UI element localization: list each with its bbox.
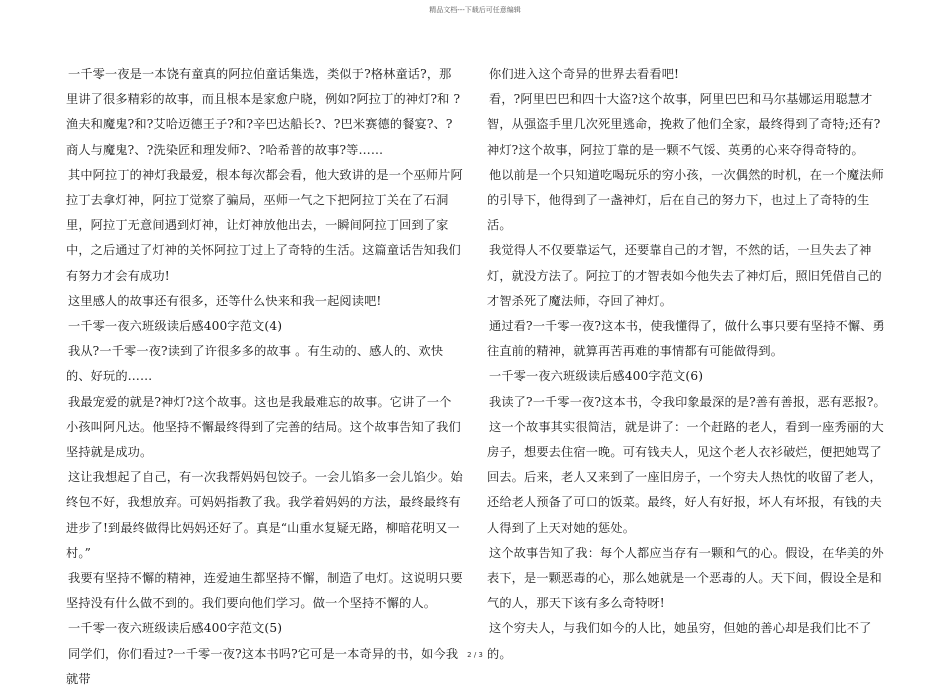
paragraph: 这个穷夫人，与我们如今的人比，她虽穷，但她的善心却是我们比不了的。 [487, 621, 872, 661]
paragraph: 通过看?一千零一夜?这本书，使我懂得了，做什么事只要有坚持不懈、勇往直前的精神，就算再苦再难的事情都有可能做得到。 [487, 319, 885, 359]
paragraph: 这里感人的故事还有很多，还等什么快来和我一起阅读吧! [68, 293, 382, 308]
paragraph: 我觉得人不仅要靠运气，还要靠自己的才智，不然的话，一旦失去了神灯，就没方法了。阿拉丁的才智表如今他失去了神灯后，照旧凭借自己的才智杀死了魔法师，夺回了神灯。 [487, 243, 882, 308]
paragraph: 你们进入这个奇异的世界去看看吧! [489, 67, 680, 81]
paragraph: 这一个故事其实很简洁，就是讲了：一个赶路的老人，看到一座秀丽的大房子，想要去住宿一晚。可有钱夫人，见这个老人衣衫破烂，便把她骂了回去。后来，老人又来到了一座旧房子，一个穷夫人热忱的收留了老人，还给老人预备了可口的饭菜。最终，好人有好报，坏人有坏报，有钱的夫人得到了上天对她的惩处。 [487, 419, 884, 535]
document-header-banner: 精品文档---下载后可任意编辑 [429, 6, 521, 14]
page-number: 2 / 3 [467, 651, 483, 659]
paragraph: 我要有坚持不懈的精神，连爱迪生都坚持不懈，制造了电灯。这说明只要坚持没有什么做不到的。我们要向他们学习。做一个坚持不懈的人。 [66, 571, 463, 611]
paragraph: 我最宠爱的就是?神灯?这个故事。这也是我最难忘的故事。它讲了一个小孩叫阿凡达。他坚持不懈最终得到了完善的结局。这个故事告知了我们坚持就是成功。 [66, 394, 461, 460]
paragraph: 其中阿拉丁的神灯我最爱，根本每次都会看，他大致讲的是一个巫师片阿拉丁去拿灯神，阿拉丁觉察了骗局，巫师一气之下把阿拉丁关在了石洞里，阿拉丁无意间遇到灯神，让灯神放他出去，一瞬间阿拉丁回到了家中，之后通过了灯神的关怀阿拉丁过上了奇特的生活。这篇童话告知我们有努力才会有成功! [66, 167, 463, 283]
section-heading: 一千零一夜六班级读后感400字范文(6) [489, 369, 704, 384]
paragraph: 看，?阿里巴巴和四十大盗?这个故事，阿里巴巴和马尔基娜运用聪慧才智，从强盗手里几次死里逃命，挽救了他们全家，最终得到了奇特;还有?神灯?这个故事，阿拉丁靠的是一颗不气馁、英勇的心来夺得奇特的。 [487, 92, 881, 157]
paragraph: 同学们，你们看过?一千零一夜?这本书吗?它可是一本奇异的书，如今我就带 [66, 646, 459, 686]
left-text-column [66, 62, 463, 692]
paragraph: 他以前是一个只知道吃喝玩乐的穷小孩，一次偶然的时机，在一个魔法师的引导下，他得到了一盏神灯，后在自己的努力下，也过上了奇特的生活。 [487, 167, 884, 233]
paragraph: 一千零一夜是一本饶有童真的阿拉伯童话集选，类似于?格林童话?，那里讲了很多精彩的故事，而且根本是家愈户晓，例如?阿拉丁的神灯?和 ?渔夫和魔鬼?和?艾哈迈德王子?和?辛巴达船长?、?巴米赛德的餐宴?、?商人与魔鬼?、?洗染匠和理发师?、?哈希普的故事?等…… [66, 67, 461, 157]
section-heading: 一千零一夜六班级读后感400字范文(5) [68, 621, 283, 636]
paragraph: 这让我想起了自己，有一次我帮妈妈包饺子。一会儿馅多一会儿馅少。始终包不好，我想放弃。可妈妈指教了我。我学着妈妈的方法，最终最终有进步了!到最终做得比妈妈还好了。真是“山重水复疑无路，柳暗花明又一村。” [66, 470, 463, 560]
paragraph: 我从?一千零一夜?读到了许很多多的故事 。有生动的、感人的、欢快的、好玩的…… [66, 344, 444, 384]
paragraph: 这个故事告知了我：每个人都应当存有一颗和气的心。假设，在华美的外表下，是一颗恶毒的心，那么她就是一个恶毒的人。天下间，假设全是和气的人，那天下该有多么奇特呀! [487, 545, 884, 611]
section-heading: 一千零一夜六班级读后感400字范文(4) [68, 319, 283, 334]
right-text-column [487, 62, 887, 667]
paragraph: 我读了?一千零一夜?这本书，令我印象最深的是?善有善报，恶有恶报?。 [489, 394, 886, 409]
